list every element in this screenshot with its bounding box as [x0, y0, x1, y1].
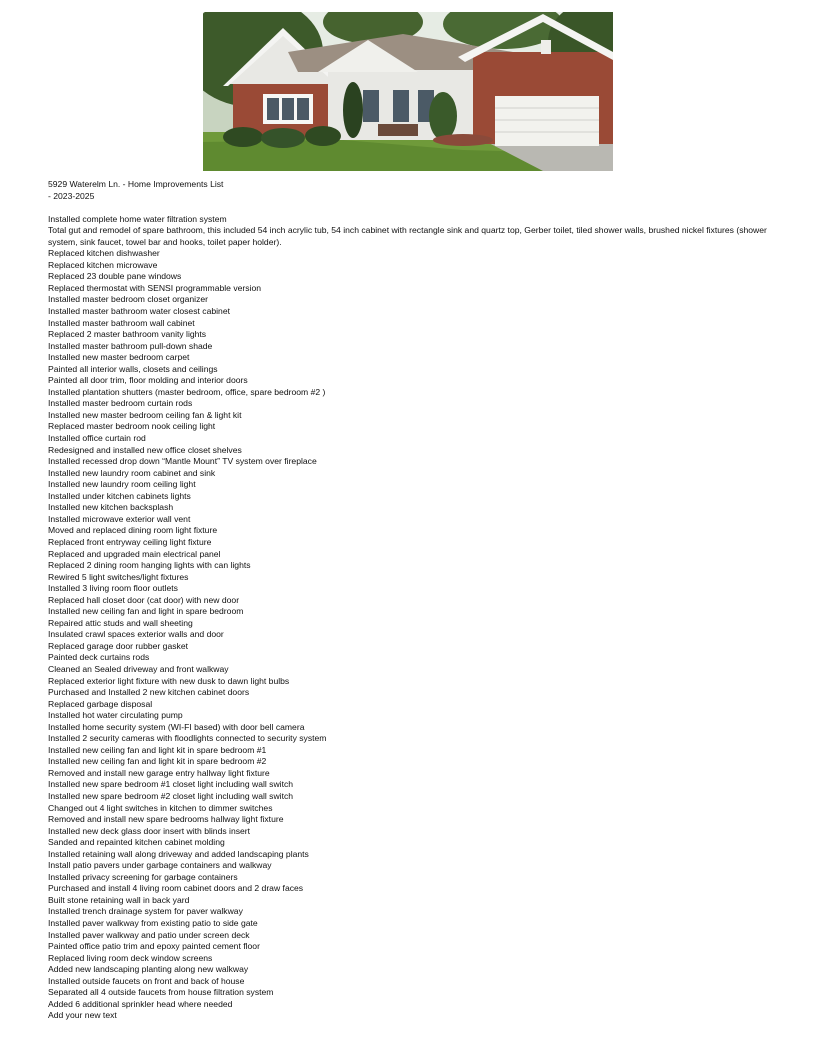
list-item: Replaced 2 dining room hanging lights with can lights [48, 560, 251, 571]
list-item: Replaced exterior light fixture with new dusk to dawn light bulbs [48, 675, 290, 686]
list-item: Separated all 4 outside faucets from house filtration system [48, 987, 274, 998]
list-item: Painted all interior walls, closets and ceilings [48, 363, 218, 374]
list-item: Installed new ceiling fan and light in spare bedroom [48, 606, 244, 617]
list-item: Installed new ceiling fan and light kit in spare bedroom #1 [48, 744, 267, 755]
improvements-document [48, 179, 788, 1022]
list-item: Installed master bathroom water closest cabinet [48, 306, 230, 317]
list-item: Installed microwave exterior wall vent [48, 513, 191, 524]
list-item: Replaced garbage disposal [48, 698, 153, 709]
list-item: Installed master bathroom wall cabinet [48, 317, 195, 328]
document-title: 5929 Waterelm Ln. - Home Improvements List [48, 179, 224, 189]
list-item: Installed recessed drop down “Mantle Mount” TV system over fireplace [48, 456, 317, 467]
list-item: Purchased and install 4 living room cabinet doors and 2 draw faces [48, 883, 304, 894]
house-photo [203, 12, 613, 171]
list-item: Installed hot water circulating pump [48, 710, 183, 721]
list-item: Added new landscaping planting along new walkway [48, 964, 249, 975]
list-item: Replaced hall closet door (cat door) with new door [48, 594, 240, 605]
list-item: Installed under kitchen cabinets lights [48, 490, 191, 501]
document-years: - 2023-2025 [48, 190, 95, 201]
list-item: Installed 2 security cameras with floodlights connected to security system [48, 733, 327, 744]
list-item: Installed master bathroom pull-down shade [48, 340, 213, 351]
list-item: Installed trench drainage system for paver walkway [48, 906, 243, 917]
list-item: Removed and install new spare bedrooms hallway light fixture [48, 814, 284, 825]
list-item: Replaced thermostat with SENSI programmable version [48, 282, 262, 293]
list-item: Installed new laundry room cabinet and sink [48, 467, 216, 478]
list-item: Redesigned and installed new office closet shelves [48, 444, 242, 455]
blank-line [48, 202, 788, 214]
list-item: Rewired 5 light switches/light fixtures [48, 571, 189, 582]
list-item: Install patio pavers under garbage containers and walkway [48, 860, 272, 871]
list-item: Replaced kitchen dishwasher [48, 248, 160, 259]
list-item: Replaced 23 double pane windows [48, 271, 182, 282]
list-item: Installed new master bedroom ceiling fan & light kit [48, 409, 242, 420]
list-item: Installed master bedroom closet organizer [48, 294, 209, 305]
list-item: Replaced master bedroom nook ceiling light [48, 421, 216, 432]
list-item: Added 6 additional sprinkler head where needed [48, 998, 233, 1009]
list-item: Total gut and remodel of spare bathroom, this included 54 inch acrylic tub, 54 inch cabinet with rectangle sink and quartz top, Gerber toilet, tiled shower walls, brushed nickel fixtures (shower system, sink faucet, towel bar and hooks, toilet paper holder). [48, 225, 767, 247]
list-item: Installed new spare bedroom #2 closet light including wall switch [48, 790, 294, 801]
list-item: Installed new master bedroom carpet [48, 352, 190, 363]
list-item: Installed paver walkway and patio under screen deck [48, 929, 250, 940]
improvements-list [48, 214, 788, 1022]
list-item: Installed retaining wall along driveway and added landscaping plants [48, 848, 309, 859]
list-item: Installed paver walkway from existing patio to side gate [48, 918, 258, 928]
list-item: Removed and install new garage entry hallway light fixture [48, 767, 270, 778]
list-item: Cleaned an Sealed driveway and front walkway [48, 663, 229, 674]
list-item: Replaced living room deck window screens [48, 952, 213, 963]
list-item: Painted all door trim, floor molding and interior doors [48, 375, 248, 386]
list-item: Installed home security system (WI-FI based) with door bell camera [48, 721, 305, 732]
list-item: Installed privacy screening for garbage containers [48, 871, 238, 882]
list-item: Installed plantation shutters (master bedroom, office, spare bedroom #2 ) [48, 386, 326, 397]
list-item: Moved and replaced dining room light fixture [48, 525, 218, 536]
list-item: Replaced and upgraded main electrical panel [48, 548, 221, 559]
list-item: Painted office patio trim and epoxy painted cement floor [48, 941, 260, 952]
list-item: Replaced garage door rubber gasket [48, 640, 188, 651]
list-item: Installed new laundry room ceiling light [48, 479, 196, 490]
list-item: Replaced 2 master bathroom vanity lights [48, 329, 207, 340]
list-item: Purchased and Installed 2 new kitchen cabinet doors [48, 687, 250, 698]
list-item: Painted deck curtains rods [48, 652, 150, 663]
list-item: Replaced kitchen microwave [48, 259, 158, 270]
list-item: Add your new text [48, 1010, 117, 1021]
list-item: Replaced front entryway ceiling light fixture [48, 536, 212, 547]
list-item: Installed complete home water filtration system [48, 213, 227, 224]
list-item: Installed new deck glass door insert with blinds insert [48, 825, 251, 836]
list-item: Installed 3 living room floor outlets [48, 583, 178, 594]
list-item: Repaired attic studs and wall sheeting [48, 617, 193, 628]
list-item: Insulated crawl spaces exterior walls and door [48, 629, 224, 640]
list-item: Changed out 4 light switches in kitchen to dimmer switches [48, 802, 273, 813]
list-item: Installed outside faucets on front and back of house [48, 975, 245, 986]
list-item: Installed new kitchen backsplash [48, 502, 174, 513]
list-item: Installed new spare bedroom #1 closet light including wall switch [48, 779, 294, 790]
list-item: Sanded and repainted kitchen cabinet molding [48, 837, 225, 848]
list-item: Installed master bedroom curtain rods [48, 398, 193, 409]
list-item: Installed office curtain rod [48, 433, 146, 444]
list-item: Built stone retaining wall in back yard [48, 894, 190, 905]
list-item: Installed new ceiling fan and light kit in spare bedroom #2 [48, 756, 267, 767]
